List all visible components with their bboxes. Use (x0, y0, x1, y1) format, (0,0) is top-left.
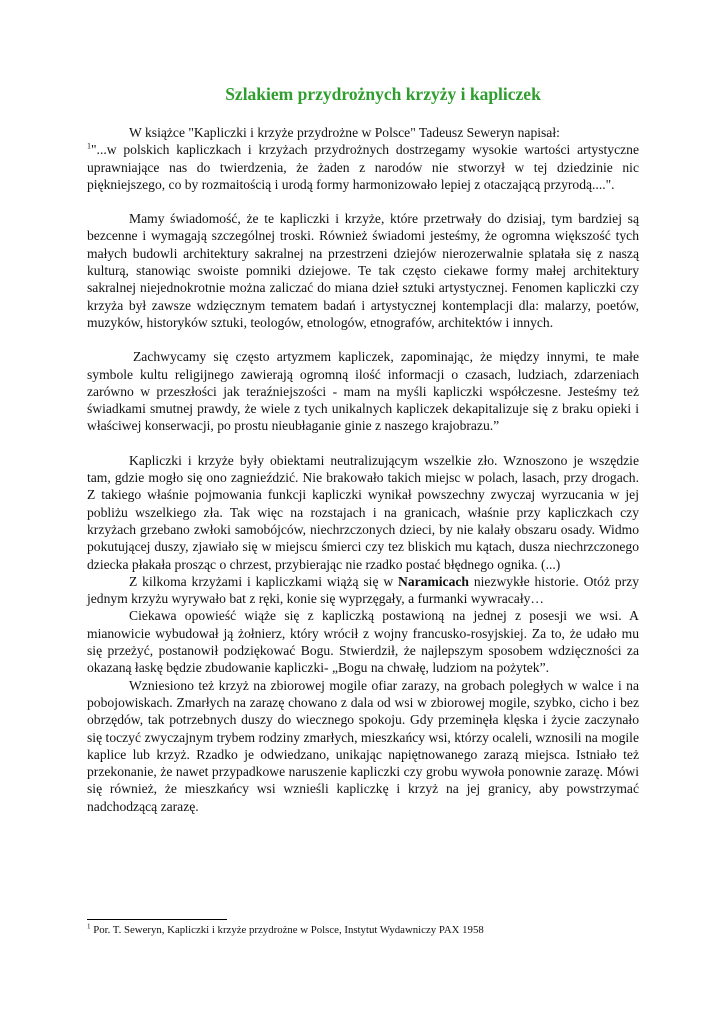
intro-text: W książce "Kapliczki i krzyże przydrożne w Polsce" Tadeusz Seweryn napisał: (129, 125, 560, 140)
document-page (87, 84, 639, 815)
paragraph-intro (87, 124, 639, 141)
footnote-reference: 1 (87, 141, 91, 151)
footnote-text: Por. T. Seweryn, Kapliczki i krzyże przydrożne w Polsce, Instytut Wydawniczy PAX 1958 (90, 924, 484, 936)
place-name-naramice: Naramicach (398, 573, 469, 589)
paragraph-4: Kapliczki i krzyże były obiektami neutralizującym wszelkie zło. Wznoszono je wszędzie tam, gdzie mogło się ono zagnieździć. Nie brakowało takich miejsc w polach, lasach, przy drogach. Z takiego właśnie pojmowania funkcji kapliczki wynikał powszechny zwyczaj wyrzucania w jej pobliżu wszelkiego zła. Tak więc na rozstajach i na granicach, właśnie przy kapliczkach czy krzyżach grzebano zwłoki samobójców, niechrzczonych dzieci, by nie kalały obszaru osady. Widmo pokutującej duszy, zjawiało się w miejscu śmierci czy tez bliskich mu kątach, dusza niechrzczonego dziecka płakała prosząc o chrzest, przybierając nie rzadko postać błędnego ognika. (...) (87, 452, 639, 572)
paragraph-5 (87, 573, 639, 608)
quote-text: "...w polskich kapliczkach i krzyżach przydrożnych dostrzegamy wysokie wartości artystyczne uprawniające nas do twierdzenia, że żaden z narodów nie stworzył w tej dziedzinie nic piękniejszego, co by rozmaitością i urodą formy harmonizowało lepiej z otaczającą przyrodą....". (87, 142, 639, 192)
paragraph-3: Zachwycamy się często artyzmem kapliczek, zapominając, że między innymi, te małe symbole kultu religijnego zawierają ogromną ilość informacji o czasach, ludziach, zdarzeniach zarówno w przeszłości jak teraźniejszości - mam na myśli kapliczki współczesne. Jesteśmy też świadkami smutnej prawdy, że wiele z tych unikalnych kapliczek dekapitalizuje się z braku opieki i właściwej konserwacji, po prostu nieubłaganie ginie z naszego krajobrazu.” (87, 349, 639, 434)
p5-text-before: Z kilkoma krzyżami i kapliczkami wiążą się w (129, 573, 399, 589)
paragraph-7: Wzniesiono też krzyż na zbiorowej mogile ofiar zarazy, na grobach poległych w walce i na pobojowiskach. Zmarłych na zarazę chowano z dala od wsi w zbiorowej mogile, szybko, cicho i bez obrzędów, tak potrzebnych duszy do wiecznego spokoju. Gdy przeminęła klęska i życie zaczynało się toczyć zwyczajnym trybem rodziny zmarłych, mieszkańcy wsi, którzy ocaleli, wznosili na mogile kaplice lub krzyż. Rzadko je odwiedzano, unikając napiętnowanego zarazą miejsca. Istniało też przekonanie, że nawet przypadkowe naruszenie kapliczki czy grobu wywoła ponownie zarazę. Mówi się również, że mieszkańcy wsi wznieśli kapliczkę i krzyż na jej granicy, aby powstrzymać nadchodzącą zarazę. (87, 677, 639, 814)
paragraph-6: Ciekawa opowieść wiąże się z kapliczką postawioną na jednej z posesji we wsi. A mianowicie wybudował ją żołnierz, który wrócił z wojny francusko-rosyjskiej. Za to, że udało mu się przeżyć, postanowił podziękować Bogu. Stwierdził, że najlepszym sposobem wdzięczności za okazaną łaskę będzie zbudowanie kapliczki- „Bogu na chwałę, ludziom na pożytek”. (87, 608, 639, 676)
paragraph-2: Mamy świadomość, że te kapliczki i krzyże, które przetrwały do dzisiaj, tym bardziej są bezcenne i wymagają szczególnej troski. Również świadomi jesteśmy, że ogromna większość tych małych budowli architektury sakralnej na przestrzeni dziejów nierozerwalnie splatała się z naszą kulturą, stanowiąc swoiste pomniki dziejowe. Te tak często ciekawe formy małej architektury sakralnej niejednokrotnie można zaliczać do miana dzieł sztuki artystycznej. Fenomen kapliczki czy krzyża był zawsze wdzięcznym tematem badań i artystycznej kontemplacji dla: malarzy, poetów, muzyków, historyków sztuki, teologów, etnologów, etnografów, architektów i innych. (87, 211, 639, 330)
footnote-separator (87, 919, 227, 920)
footnote-number: 1 (87, 922, 91, 931)
page-title: Szlakiem przydrożnych krzyży i kapliczek (225, 84, 541, 104)
footnote (87, 924, 639, 937)
paragraph-quote (87, 141, 639, 193)
p5-text-after: niezwykłe historie. Otóż przy jednym krzyżu wyrywało bat z ręki, konie się wyprzęgały, a furmanki wywracały… (87, 573, 639, 607)
